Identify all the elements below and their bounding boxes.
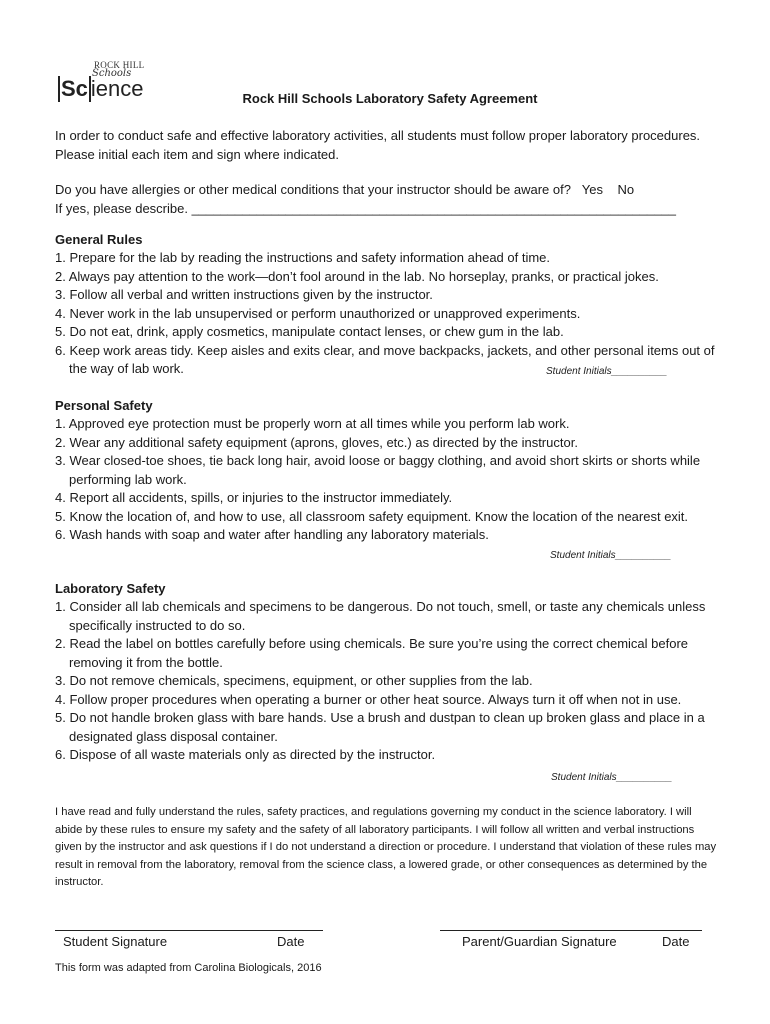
student-initials-personal: Student Initials__________ xyxy=(550,550,672,561)
list-item: 4. Never work in the lab unsupervised or perform unauthorized or unapproved experiments. xyxy=(55,305,581,321)
list-item: 3. Follow all verbal and written instructions given by the instructor. xyxy=(55,287,433,302)
list-item: 6. Wash hands with soap and water after handling any laboratory materials. xyxy=(55,527,489,542)
logo-sc-box: Sc xyxy=(58,76,91,102)
footer-credit: This form was adapted from Carolina Biologicals, 2016 xyxy=(55,962,322,974)
student-signature-label: Student Signature xyxy=(63,934,168,949)
list-item: 4. Report all accidents, spills, or injuries to the instructor immediately. xyxy=(55,490,453,505)
logo-ience: ience xyxy=(90,76,144,101)
student-initials-general: Student Initials__________ xyxy=(546,366,668,377)
agreement-statement: I have read and fully understand the rules, safety practices, and regulations governing my conduct in the science laboratory. I will abide by these rules to ensure my safety and the safety of all laboratory participants. I will follow all written and verbal instructions given by the instructor and ask questions if I do not understand a direction or procedure. I understand that violation of these rules may result in removal from the laboratory, removal from the science class, a lowered grade, or other consequences as determined by the instructor. xyxy=(55,806,717,888)
list-item: 2. Always pay attention to the work—don’t fool around in the lab. No horseplay, pranks, or practical jokes. xyxy=(55,268,659,284)
section-heading-laboratory: Laboratory Safety xyxy=(55,581,166,596)
list-item: 5. Do not handle broken glass with bare hands. Use a brush and dustpan to clean up broken glass and place in a designated glass disposal container. xyxy=(55,710,705,744)
list-item: 6. Keep work areas tidy. Keep aisles and exits clear, and move backpacks, jackets, and other personal items out of the way of lab work. xyxy=(55,342,715,376)
page-title: Rock Hill Schools Laboratory Safety Agreement xyxy=(242,91,538,106)
general-rules-list xyxy=(55,249,715,379)
personal-safety-list xyxy=(55,415,715,545)
logo-line-schools: Schools xyxy=(92,68,132,79)
list-item: 5. Know the location of, and how to use, all classroom safety equipment. Know the location of the nearest exit. xyxy=(55,508,689,524)
allergy-describe-field: If yes, please describe. ___________________________________________________________________ xyxy=(55,201,676,216)
parent-signature-label: Parent/Guardian Signature xyxy=(462,934,617,949)
laboratory-safety-list xyxy=(55,598,715,765)
student-date-label: Date xyxy=(277,934,305,949)
allergy-question xyxy=(55,180,725,218)
list-item: 1. Approved eye protection must be properly worn at all times while you perform lab work. xyxy=(55,416,570,431)
allergy-question-text: Do you have allergies or other medical conditions that your instructor should be aware of? Yes No xyxy=(55,182,635,197)
list-item: 3. Do not remove chemicals, specimens, equipment, or other supplies from the lab. xyxy=(55,673,533,688)
list-item: 1. Prepare for the lab by reading the instructions and safety information ahead of time. xyxy=(55,250,551,265)
logo-line-rock-hill: ROCK HILL xyxy=(94,60,145,70)
list-item: 3. Wear closed-toe shoes, tie back long hair, avoid loose or baggy clothing, and avoid short skirts or shorts while performing lab work. xyxy=(55,453,701,487)
section-heading-general: General Rules xyxy=(55,232,143,247)
list-item: 1. Consider all lab chemicals and specimens to be dangerous. Do not touch, smell, or taste any chemicals unless specifically instructed to do so. xyxy=(55,599,706,633)
student-initials-laboratory: Student Initials__________ xyxy=(551,772,673,783)
parent-signature-line xyxy=(440,930,702,931)
parent-date-label: Date xyxy=(662,934,690,949)
student-signature-line xyxy=(55,930,323,931)
list-item: 6. Dispose of all waste materials only as directed by the instructor. xyxy=(55,747,436,762)
list-item: 5. Do not eat, drink, apply cosmetics, manipulate contact lenses, or chew gum in the lab. xyxy=(55,324,564,339)
list-item: 4. Follow proper procedures when operating a burner or other heat source. Always turn it off when not in use. xyxy=(55,691,682,707)
list-item: 2. Read the label on bottles carefully before using chemicals. Be sure you’re using the correct chemical before removing it from the bottle. xyxy=(55,636,689,670)
section-heading-personal: Personal Safety xyxy=(55,398,153,413)
list-item: 2. Wear any additional safety equipment (aprons, gloves, etc.) as directed by the instructor. xyxy=(55,434,578,450)
intro-paragraph: In order to conduct safe and effective laboratory activities, all students must follow proper laboratory procedures. Please initial each item and sign where indicated. xyxy=(55,128,701,162)
